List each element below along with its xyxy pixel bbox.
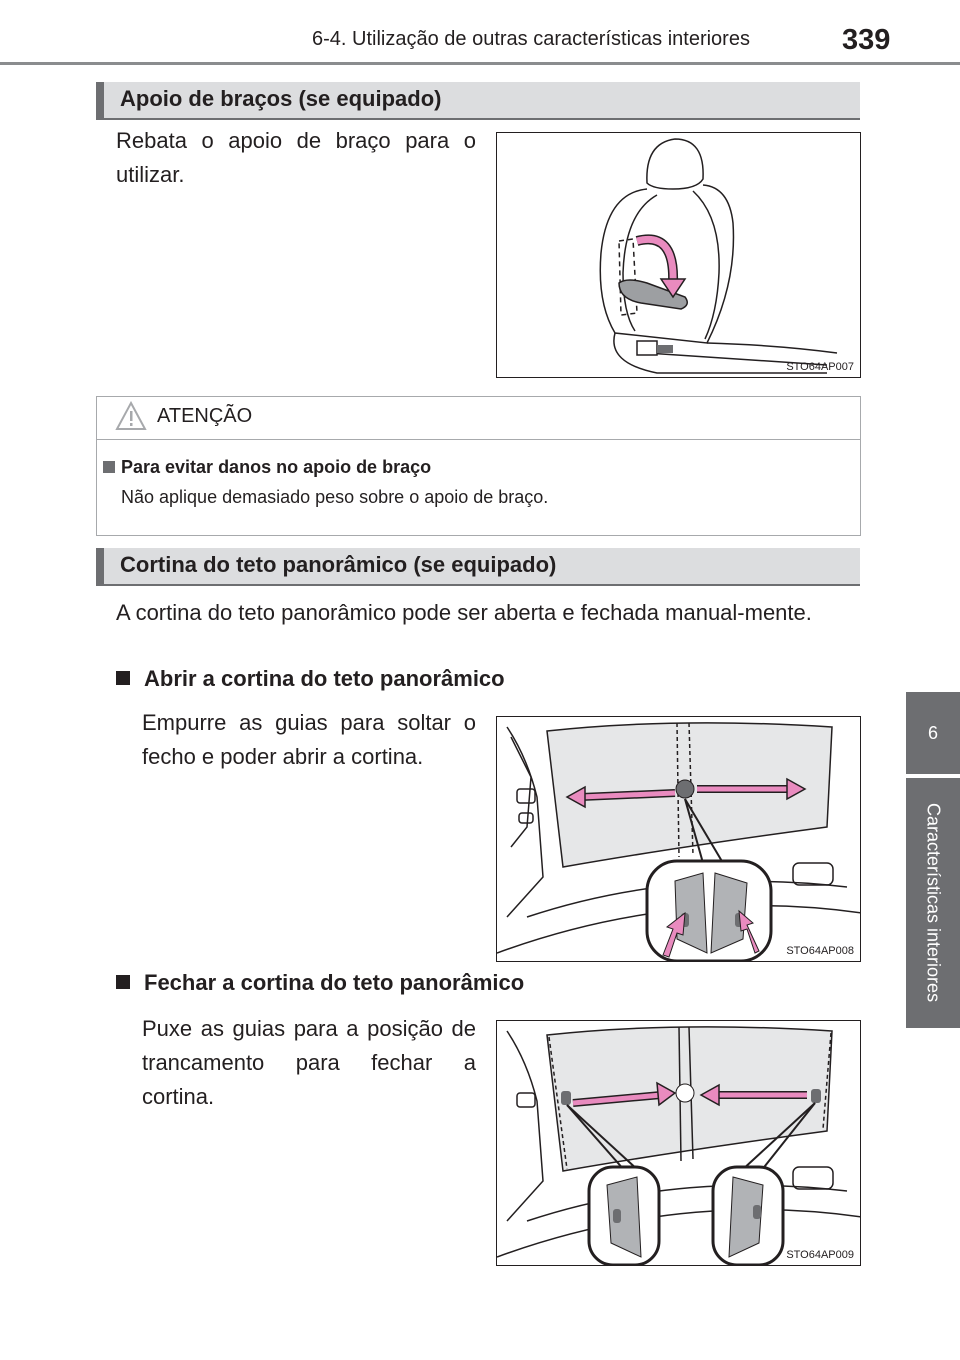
armrest-figure-code: STO64AP007 (786, 361, 854, 373)
open-sunshade-figure-code: STO64AP008 (786, 945, 854, 957)
close-sunshade-text: Puxe as guias para a posição de trancamento para fechar a cortina. (142, 1016, 476, 1109)
caution-box (96, 396, 861, 536)
close-sunshade-figure (496, 1020, 861, 1266)
close-sunshade-illustration (497, 1021, 861, 1266)
close-sunshade-figure-code: STO64AP009 (786, 1249, 854, 1261)
chapter-tab-number: 6 (906, 692, 960, 774)
warning-triangle-icon (115, 401, 147, 431)
header-divider (0, 62, 960, 65)
square-bullet-icon (103, 461, 115, 473)
open-sunshade-illustration (497, 717, 861, 962)
open-sunshade-figure (496, 716, 861, 962)
chapter-tab-title: Características interiores (906, 778, 960, 1028)
caution-subheading: Para evitar danos no apoio de braço (103, 457, 431, 478)
armrest-figure (496, 132, 861, 378)
seat-armrest-illustration (497, 133, 861, 378)
square-bullet-icon (116, 671, 130, 685)
close-sunshade-heading: Fechar a cortina do teto panorâmico (116, 970, 524, 996)
caution-text: Não aplique demasiado peso sobre o apoio de braço. (121, 487, 549, 507)
open-sunshade-text: Empurre as guias para soltar o fecho e poder abrir a cortina. (142, 710, 476, 769)
caution-header (97, 397, 860, 440)
armrest-text: Rebata o apoio de braço para o utilizar. (116, 128, 476, 187)
caution-title: ATENÇÃO (157, 405, 253, 427)
open-sunshade-heading: Abrir a cortina do teto panorâmico (116, 666, 505, 692)
page-number: 339 (842, 24, 891, 56)
sunshade-intro: A cortina do teto panorâmico pode ser aberta e fechada manual-mente. (116, 600, 812, 625)
header-section-title: 6-4. Utilização de outras características interiores (312, 28, 750, 50)
square-bullet-icon (116, 975, 130, 989)
sunshade-section-heading: Cortina do teto panorâmico (se equipado) (96, 548, 860, 586)
armrest-section-heading: Apoio de braços (se equipado) (96, 82, 860, 120)
